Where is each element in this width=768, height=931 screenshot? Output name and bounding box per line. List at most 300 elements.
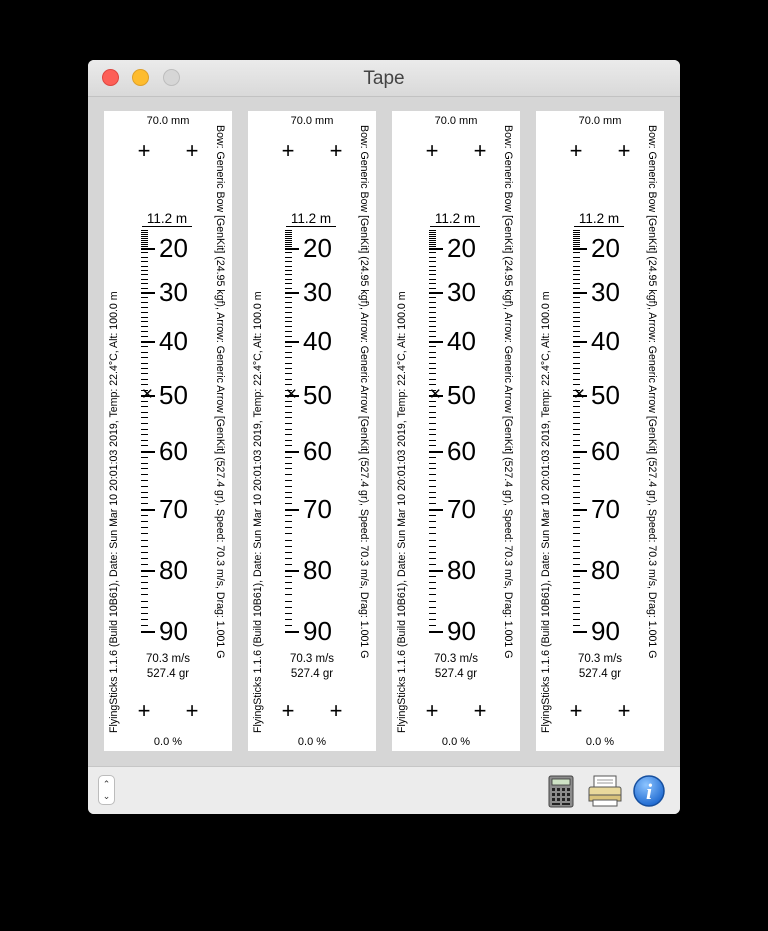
scale-major-tick [285, 292, 299, 294]
impact-marker-icon: ✕ [429, 386, 442, 403]
scale-tick [285, 317, 292, 318]
scale-tick [285, 307, 292, 308]
bow-arrow-info-text: Bow: Generic Bow [GenKit] (24.95 kgf), Arrow: Generic Arrow [GenKit] (527.4 gr), Speed: 70.3 m/s, Drag: 1.001 G [358, 125, 370, 659]
scale-major-tick [285, 451, 299, 453]
scale-label: 70 [159, 494, 188, 524]
scale-tick [141, 331, 148, 332]
scale-tick [285, 261, 292, 262]
crosshair-icon: + [617, 138, 631, 163]
scale-tick [141, 246, 148, 247]
crosshair-icon: + [137, 698, 151, 723]
scale-tick [573, 357, 580, 358]
scale-tick [573, 346, 580, 347]
scale-tick [141, 546, 148, 547]
scale-tick [285, 486, 292, 487]
scale-tick [429, 576, 436, 577]
scale-tick [429, 457, 436, 458]
scale-tick [141, 257, 148, 258]
scale-tick [285, 283, 292, 284]
scale-tick [141, 230, 148, 231]
distance-label: 11.2 m [142, 211, 192, 227]
scale-tick [573, 363, 580, 364]
strip-width-label: 70.0 mm [578, 115, 622, 127]
speed-label: 70.3 m/s [433, 653, 479, 665]
scale-tick [285, 540, 292, 541]
scale-tick [429, 607, 436, 608]
scale-tick [573, 266, 580, 267]
scale-tick [429, 257, 436, 258]
scale-tick [573, 540, 580, 541]
scale-tick [141, 274, 148, 275]
scale-tick [285, 246, 292, 247]
scale-tick [429, 317, 436, 318]
scale-major-tick [573, 509, 587, 511]
scale-tick [141, 463, 148, 464]
scale-tick [285, 279, 292, 280]
scale-tick [429, 613, 436, 614]
distance-label: 11.2 m [430, 211, 480, 227]
scale-tick [573, 283, 580, 284]
scale-tick [141, 261, 148, 262]
scale-tick [429, 234, 436, 235]
scale-tick [573, 515, 580, 516]
scale-tick [573, 279, 580, 280]
bow-arrow-info-text: Bow: Generic Bow [GenKit] (24.95 kgf), Arrow: Generic Arrow [GenKit] (527.4 gr), Speed: 70.3 m/s, Drag: 1.001 G [214, 125, 226, 659]
scale-label: 30 [591, 277, 620, 307]
scale-tick [285, 503, 292, 504]
scale-label: 80 [447, 555, 476, 585]
scale-tick [285, 527, 292, 528]
scale-tick [573, 236, 580, 237]
scale-tick [429, 468, 436, 469]
scale-tick [285, 440, 292, 441]
scale-tick [429, 266, 436, 267]
scale-tick [285, 326, 292, 327]
app-info-text: FlyingSticks 1.1.6 (Build 10B61), Date: Sun Mar 10 20:01:03 2019, Temp: 22.4°C, Alt: 100.0 m [396, 291, 408, 733]
scale-tick [141, 497, 148, 498]
scale-tick [573, 379, 580, 380]
scale-tick [141, 317, 148, 318]
scale-tick [429, 417, 436, 418]
scale-tick [285, 497, 292, 498]
scale-tick [573, 312, 580, 313]
percentage-label: 0.0 % [297, 736, 327, 748]
scale-tick [429, 546, 436, 547]
scale-label: 70 [447, 494, 476, 524]
scale-tick [429, 321, 436, 322]
speed-label: 70.3 m/s [145, 653, 191, 665]
scale-tick [141, 582, 148, 583]
crosshair-icon: + [569, 138, 583, 163]
scale-tick [429, 552, 436, 553]
scale-tick [285, 240, 292, 241]
percentage-label: 0.0 % [153, 736, 183, 748]
scale-tick [429, 230, 436, 231]
scale-tick [429, 297, 436, 298]
scale-label: 30 [303, 277, 332, 307]
scale-tick [285, 379, 292, 380]
scale-tick [573, 307, 580, 308]
scale-tick [573, 564, 580, 565]
scale-tick [429, 363, 436, 364]
scale-tick [141, 321, 148, 322]
scale-tick [285, 480, 292, 481]
scale-tick [429, 352, 436, 353]
scale-tick [141, 283, 148, 284]
scale-tick [573, 352, 580, 353]
scale-tick [141, 417, 148, 418]
scale-tick [573, 601, 580, 602]
scale-tick [141, 434, 148, 435]
scale-tick [573, 546, 580, 547]
scale-tick [285, 552, 292, 553]
scale-tick [141, 594, 148, 595]
scale-tick [573, 242, 580, 243]
scale-tick [285, 406, 292, 407]
scale-tick [429, 312, 436, 313]
scale-tick [573, 607, 580, 608]
scale-major-tick [429, 292, 443, 294]
scale-tick [285, 234, 292, 235]
scale-label: 40 [159, 326, 188, 356]
scale-tick [141, 252, 148, 253]
scale-major-tick [429, 631, 443, 633]
scale-label: 50 [303, 380, 332, 410]
scale-tick [573, 331, 580, 332]
scale-label: 30 [159, 277, 188, 307]
scale-tick [141, 607, 148, 608]
scale-tick [285, 434, 292, 435]
app-info-text: FlyingSticks 1.1.6 (Build 10B61), Date: Sun Mar 10 20:01:03 2019, Temp: 22.4°C, Alt: 100.0 m [540, 291, 552, 733]
info-icon [632, 774, 666, 808]
scale-tick [141, 238, 148, 239]
scale-tick [429, 246, 436, 247]
tape-window [88, 60, 680, 814]
scale-tick [573, 373, 580, 374]
scale-tick [141, 297, 148, 298]
scale-tick [429, 521, 436, 522]
speed-label: 70.3 m/s [289, 653, 335, 665]
scale-tick [429, 558, 436, 559]
scale-tick [429, 423, 436, 424]
scale-tick [429, 540, 436, 541]
title-bar[interactable] [88, 60, 680, 97]
scale-tick [285, 594, 292, 595]
scale-tick [285, 613, 292, 614]
scale-tick [141, 492, 148, 493]
scale-tick [285, 288, 292, 289]
scale-tick [141, 558, 148, 559]
scale-major-tick [573, 292, 587, 294]
scale-tick [429, 288, 436, 289]
scale-tick [141, 457, 148, 458]
scale-major-tick [141, 509, 155, 511]
scale-tick [285, 346, 292, 347]
scale-tick [141, 363, 148, 364]
scale-tick [429, 515, 436, 516]
scale-label: 20 [303, 233, 332, 263]
scale-tick [429, 497, 436, 498]
scale-tick [573, 445, 580, 446]
scale-tick [429, 406, 436, 407]
distance-scale [141, 229, 211, 646]
crosshair-icon: + [473, 138, 487, 163]
scale-label: 50 [159, 380, 188, 410]
scale-tick [285, 302, 292, 303]
scale-tick [573, 533, 580, 534]
scale-tick [141, 288, 148, 289]
scale-tick [429, 357, 436, 358]
printer-icon [587, 774, 623, 808]
scale-tick [141, 352, 148, 353]
scale-tick [285, 352, 292, 353]
weight-label: 527.4 gr [146, 668, 190, 680]
scale-tick [285, 546, 292, 547]
scale-tick [141, 279, 148, 280]
scale-label: 50 [447, 380, 476, 410]
impact-marker-icon: ✕ [573, 386, 586, 403]
scale-tick [429, 236, 436, 237]
scale-tick [141, 533, 148, 534]
scale-tick [573, 558, 580, 559]
scale-tick [429, 270, 436, 271]
scale-tick [429, 601, 436, 602]
scale-tick [573, 274, 580, 275]
scale-tick [141, 406, 148, 407]
bottom-toolbar [88, 766, 680, 814]
scale-tick [429, 463, 436, 464]
crosshair-icon: + [329, 698, 343, 723]
scale-tick [141, 412, 148, 413]
print-button[interactable] [587, 774, 621, 808]
scale-label: 80 [591, 555, 620, 585]
scale-label: 90 [159, 616, 188, 646]
scale-tick [573, 576, 580, 577]
scale-tick [573, 412, 580, 413]
scale-tick [285, 588, 292, 589]
scale-tick [141, 373, 148, 374]
scale-label: 60 [591, 436, 620, 466]
scale-tick [141, 244, 148, 245]
scale-tick [141, 613, 148, 614]
scale-tick [573, 270, 580, 271]
scale-label: 90 [591, 616, 620, 646]
scale-tick [429, 302, 436, 303]
svg-text:i: i [645, 779, 653, 804]
scale-tick [141, 601, 148, 602]
scale-tick [429, 283, 436, 284]
scale-major-tick [573, 451, 587, 453]
scale-tick [429, 440, 436, 441]
scale-tick [573, 486, 580, 487]
scale-tick [429, 564, 436, 565]
scale-tick [573, 317, 580, 318]
percentage-label: 0.0 % [441, 736, 471, 748]
scale-tick [573, 244, 580, 245]
scale-tick [573, 503, 580, 504]
scale-tick [429, 445, 436, 446]
scale-tick [285, 457, 292, 458]
scale-tick [429, 373, 436, 374]
scale-tick [573, 288, 580, 289]
scale-tick [573, 261, 580, 262]
scale-label: 20 [447, 233, 476, 263]
distance-scale [285, 229, 355, 646]
scale-tick [141, 445, 148, 446]
scale-tick [573, 252, 580, 253]
scale-tick [285, 521, 292, 522]
scale-label: 60 [447, 436, 476, 466]
scale-tick [285, 336, 292, 337]
scale-tick [573, 240, 580, 241]
crosshair-icon: + [281, 138, 295, 163]
scale-tick [141, 336, 148, 337]
scale-label: 50 [591, 380, 620, 410]
scale-tick [285, 533, 292, 534]
scale-tick [573, 238, 580, 239]
scale-tick [285, 270, 292, 271]
impact-marker-icon: ✕ [141, 386, 154, 403]
tape-strip [248, 111, 376, 751]
scale-tick [285, 252, 292, 253]
weight-label: 527.4 gr [578, 668, 622, 680]
scale-tick [429, 412, 436, 413]
calculator-button[interactable] [544, 774, 578, 808]
scale-label: 80 [303, 555, 332, 585]
scale-tick [285, 474, 292, 475]
scale-major-tick [429, 248, 443, 250]
scale-major-tick [573, 248, 587, 250]
calculator-icon [544, 774, 578, 808]
stepper-up-icon[interactable]: ⌃ [102, 779, 111, 789]
scale-tick [141, 515, 148, 516]
scale-tick [285, 232, 292, 233]
scale-tick [429, 307, 436, 308]
speed-label: 70.3 m/s [577, 653, 623, 665]
scale-tick [573, 492, 580, 493]
scale-tick [429, 533, 436, 534]
scale-tick [141, 564, 148, 565]
stepper-down-icon[interactable]: ⌄ [102, 791, 111, 801]
scale-tick [141, 312, 148, 313]
scale-tick [429, 588, 436, 589]
scale-tick [141, 302, 148, 303]
scale-tick [285, 274, 292, 275]
scale-tick [429, 232, 436, 233]
scale-tick [141, 474, 148, 475]
scale-tick [429, 252, 436, 253]
scale-major-tick [573, 631, 587, 633]
scale-tick [429, 625, 436, 626]
tape-strip [536, 111, 664, 751]
crosshair-icon: + [473, 698, 487, 723]
scale-label: 40 [303, 326, 332, 356]
strip-count-stepper[interactable] [98, 775, 115, 805]
scale-tick [429, 429, 436, 430]
scale-tick [141, 588, 148, 589]
app-info-text: FlyingSticks 1.1.6 (Build 10B61), Date: Sun Mar 10 20:01:03 2019, Temp: 22.4°C, Alt: 100.0 m [252, 291, 264, 733]
scale-tick [573, 429, 580, 430]
scale-tick [429, 480, 436, 481]
scale-tick [285, 257, 292, 258]
scale-tick [141, 429, 148, 430]
scale-label: 60 [159, 436, 188, 466]
scale-tick [573, 257, 580, 258]
scale-tick [429, 346, 436, 347]
scale-tick [141, 368, 148, 369]
scale-tick [285, 463, 292, 464]
scale-major-tick [141, 631, 155, 633]
scale-tick [429, 279, 436, 280]
scale-tick [141, 346, 148, 347]
scale-tick [429, 582, 436, 583]
weight-label: 527.4 gr [290, 668, 334, 680]
crosshair-icon: + [425, 138, 439, 163]
distance-scale [429, 229, 499, 646]
scale-tick [573, 457, 580, 458]
crosshair-icon: + [425, 698, 439, 723]
scale-label: 80 [159, 555, 188, 585]
crosshair-icon: + [329, 138, 343, 163]
scale-tick [141, 480, 148, 481]
scale-tick [141, 540, 148, 541]
distance-scale [573, 229, 643, 646]
scale-tick [573, 234, 580, 235]
tape-strip [392, 111, 520, 751]
bow-arrow-info-text: Bow: Generic Bow [GenKit] (24.95 kgf), Arrow: Generic Arrow [GenKit] (527.4 gr), Speed: 70.3 m/s, Drag: 1.001 G [646, 125, 658, 659]
scale-label: 20 [591, 233, 620, 263]
scale-major-tick [573, 570, 587, 572]
scale-tick [573, 230, 580, 231]
crosshair-icon: + [185, 138, 199, 163]
scale-tick [285, 368, 292, 369]
scale-tick [573, 619, 580, 620]
scale-tick [573, 368, 580, 369]
scale-tick [141, 486, 148, 487]
scale-tick [285, 331, 292, 332]
scale-major-tick [429, 570, 443, 572]
scale-tick [429, 492, 436, 493]
scale-tick [141, 527, 148, 528]
scale-major-tick [429, 451, 443, 453]
scale-tick [573, 521, 580, 522]
scale-tick [429, 368, 436, 369]
scale-tick [573, 246, 580, 247]
scale-tick [429, 261, 436, 262]
scale-tick [429, 474, 436, 475]
scale-tick [285, 423, 292, 424]
bow-arrow-info-text: Bow: Generic Bow [GenKit] (24.95 kgf), Arrow: Generic Arrow [GenKit] (527.4 gr), Speed: 70.3 m/s, Drag: 1.001 G [502, 125, 514, 659]
scale-tick [429, 619, 436, 620]
info-button[interactable] [632, 774, 666, 808]
scale-tick [573, 480, 580, 481]
scale-tick [285, 468, 292, 469]
scale-tick [429, 486, 436, 487]
scale-tick [141, 552, 148, 553]
scale-label: 70 [303, 494, 332, 524]
scale-tick [285, 242, 292, 243]
scale-tick [141, 232, 148, 233]
percentage-label: 0.0 % [585, 736, 615, 748]
scale-tick [573, 336, 580, 337]
crosshair-icon: + [617, 698, 631, 723]
scale-tick [429, 274, 436, 275]
scale-tick [573, 417, 580, 418]
window-title: Tape [363, 68, 405, 89]
scale-tick [285, 373, 292, 374]
scale-tick [285, 230, 292, 231]
scale-tick [285, 576, 292, 577]
